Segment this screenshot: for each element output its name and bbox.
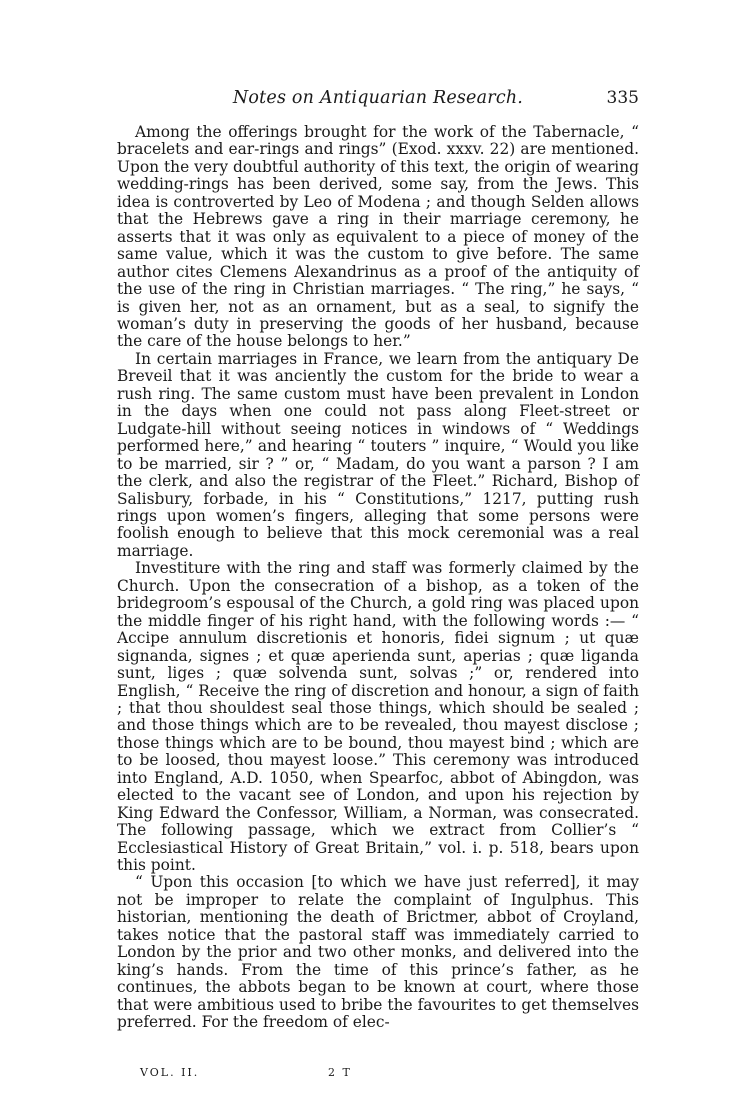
running-head	[117, 88, 639, 112]
running-title: Notes on Antiquarian Research.	[232, 88, 524, 108]
paragraph-rush-rings: In certain marriages in France, we learn from the antiquary De Breveil that it was anciently the custom for the bride to wear a rush ring. The same custom must have been prevalent in London in the days when one could not pass along Fleet-street or Ludgate-hill without seeing notices in windows of “ Weddings performed here,” and hearing “ touters ” inquire, “ Would you like to be married, sir ? ” or, “ Madam, do you want a parson ? I am the clerk, and also the registrar of the Fleet.” Richard, Bishop of Salisbury, forbade, in his “ Constitutions,” 1217, putting rush rings upon women’s fingers, alleging that some persons were foolish enough to believe that this mock ceremonial was a real marriage.	[117, 349, 639, 560]
paragraph-ingulphus-quote: “ Upon this occasion [to which we have just referred], it may not be improper to relate the complaint of Ingulphus. This historian, mentioning the death of Brictmer, abbot of Croyland, takes notice that the pastoral staff was immediately carried to London by the prior and two other monks, and delivered into the king’s hands. From the time of this prince’s father, as he continues, the abbots began to be known at court, where those that were ambitious used to bribe the favourites to get themselves preferred. For the freedom of elec-	[117, 873, 639, 1032]
volume-mark: VOL. II.	[140, 1066, 200, 1079]
paragraph-investiture: Investiture with the ring and staff was formerly claimed by the Church. Upon the consecration of a bishop, as a token of the bridegroom’s espousal of the Church, a gold ring was placed upon the middle finger of his right hand, with the following words :— “ Accipe annulum discretionis et honoris, fidei signum ; ut quæ signanda, signes ; et quæ aperienda sunt, aperias ; quæ liganda sunt, liges ; quæ solvenda sunt, solvas ;” or, rendered into English, “ Receive the ring of discretion and honour, a sign of faith ; that thou shouldest seal those things, which should be sealed ; and those things which are to be revealed, thou mayest disclose ; those things which are to be bound, thou mayest bind ; which are to be loosed, thou mayest loose.” This ceremony was introduced into England, A.D. 1050, when Spearfoc, abbot of Abingdon, was elected to the vacant see of London, and upon his rejection by King Edward the Confessor, William, a Norman, was consecrated. The following passage, which we extract from Collier’s “ Ecclesiastical History of Great Britain,” vol. i. p. 518, bears upon this point.	[117, 559, 639, 875]
body-text	[117, 124, 639, 1032]
page-number: 335	[606, 88, 639, 108]
signature-mark: 2 T	[328, 1066, 352, 1079]
page-footer	[140, 1066, 440, 1084]
paragraph-tabernacle-rings: Among the offerings brought for the work of the Tabernacle, “ bracelets and ear-rings and rings” (Exod. xxxv. 22) are mentioned. Upon the very doubtful authority of this text, the origin of wearing wedding-rings has been derived, some say, from the Jews. This idea is controverted by Leo of Modena ; and though Selden allows that the Hebrews gave a ring in their marriage ceremony, he asserts that it was only as equivalent to a piece of money of the same value, which it was the custom to give before. The same author cites Clemens Alexandrinus as a proof of the antiquity of the use of the ring in Christian marriages. “ The ring,” he says, “ is given her, not as an ornament, but as a seal, to signify the woman’s duty in preserving the goods of her husband, because the care of the house belongs to her.”	[117, 123, 639, 351]
